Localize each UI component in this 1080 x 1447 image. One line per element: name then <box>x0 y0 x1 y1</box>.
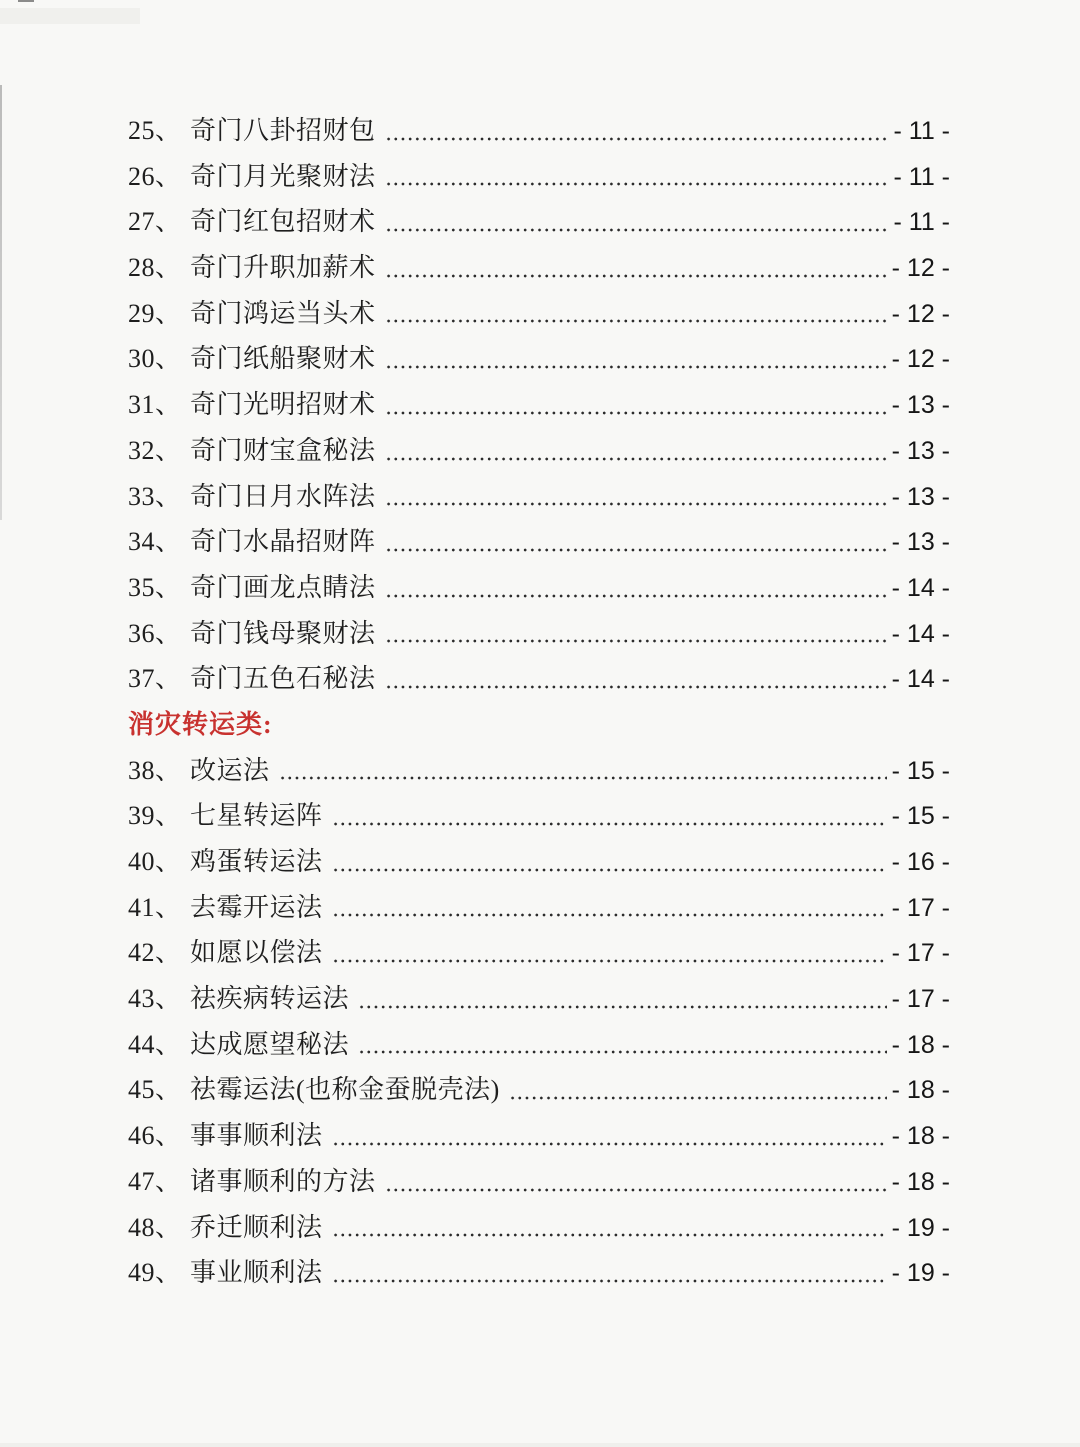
toc-entry-title: 奇门纸船聚财术 <box>190 344 376 374</box>
dot-leader <box>332 867 887 873</box>
toc-entry-number: 29 <box>128 298 155 328</box>
dot-leader <box>385 273 887 279</box>
toc-entry-separator: 、 <box>155 435 182 465</box>
dot-leader <box>332 958 887 964</box>
toc-entry <box>128 1250 950 1296</box>
toc-entry-number: 46 <box>128 1121 155 1151</box>
page-number: - 12 - <box>891 254 950 283</box>
toc-entry-number: 28 <box>128 253 155 283</box>
toc-entry-separator: 、 <box>155 253 182 283</box>
toc-entry <box>128 519 950 565</box>
toc-entry-title: 乔迁顺利法 <box>190 1212 323 1242</box>
toc-entry-title: 奇门红包招财术 <box>190 207 376 237</box>
toc-entry <box>128 199 950 245</box>
toc-entry-separator: 、 <box>155 618 182 648</box>
toc-entry-separator: 、 <box>155 938 182 968</box>
toc-entry <box>128 748 950 794</box>
toc-entry <box>128 1205 950 1251</box>
toc-entry-number: 31 <box>128 390 155 420</box>
toc-entry <box>128 656 950 702</box>
toc-entry <box>128 1159 950 1205</box>
toc-entry <box>128 154 950 200</box>
scan-tick-top <box>18 0 34 2</box>
toc-entry-number: 40 <box>128 847 155 876</box>
page-number: - 18 - <box>891 1030 950 1059</box>
toc-entry-separator: 、 <box>155 1075 182 1105</box>
toc-entry <box>128 1067 950 1113</box>
toc-entry-title: 如愿以偿法 <box>190 938 323 968</box>
dot-leader <box>385 410 887 416</box>
toc-entry-number: 36 <box>128 618 155 648</box>
dot-leader <box>385 227 889 233</box>
scan-smudge-top-left <box>0 8 140 24</box>
page-number: - 11 - <box>893 117 950 145</box>
page-number: - 13 - <box>891 528 950 557</box>
page-number: - 18 - <box>891 1076 950 1105</box>
toc-entry <box>128 245 950 291</box>
toc-entry-number: 44 <box>128 1029 155 1059</box>
page-number: - 18 - <box>891 1122 950 1151</box>
toc-entry <box>128 1022 950 1068</box>
toc-entry <box>128 1113 950 1159</box>
toc-entry-separator: 、 <box>155 1258 182 1288</box>
toc-entry-title: 改运法 <box>190 755 270 785</box>
toc-entry-title: 达成愿望秘法 <box>190 1029 350 1059</box>
toc-entry <box>128 611 950 657</box>
dot-leader <box>385 638 887 644</box>
toc-entry-separator: 、 <box>155 984 182 1014</box>
dot-leader <box>385 547 887 553</box>
page-number: - 12 - <box>891 345 950 374</box>
dot-leader <box>385 1187 887 1193</box>
toc-entry <box>128 108 950 154</box>
toc-entry-number: 38 <box>128 755 155 785</box>
toc-entry-number: 27 <box>128 207 155 237</box>
section-heading: 消灾转运类: <box>128 709 273 739</box>
table-of-contents <box>128 108 950 1296</box>
dot-leader <box>358 1049 887 1055</box>
toc-entry-title: 奇门水晶招财阵 <box>190 527 376 557</box>
toc-entry-separator: 、 <box>155 664 182 694</box>
dot-leader <box>332 1278 887 1284</box>
toc-entry-separator: 、 <box>155 298 182 328</box>
toc-entry <box>128 885 950 931</box>
dot-leader <box>509 1095 887 1101</box>
toc-entry <box>128 930 950 976</box>
toc-entry-number: 42 <box>128 938 155 968</box>
dot-leader <box>332 1141 887 1147</box>
toc-entry-number: 26 <box>128 161 155 191</box>
dot-leader <box>385 456 887 462</box>
toc-entry-title: 奇门升职加薪术 <box>190 253 376 283</box>
page-number: - 11 - <box>893 208 950 237</box>
page-number: - 13 - <box>891 391 950 420</box>
toc-entry <box>128 336 950 382</box>
page-number: - 16 - <box>891 848 950 876</box>
page-number: - 14 - <box>891 619 950 648</box>
page-number: - 13 - <box>891 482 950 511</box>
dot-leader <box>358 1004 887 1010</box>
toc-entry-number: 34 <box>128 527 155 557</box>
page-number: - 17 - <box>891 893 950 922</box>
toc-entry-separator: 、 <box>155 847 182 876</box>
toc-entry-number: 47 <box>128 1166 155 1196</box>
page-number: - 14 - <box>891 573 950 602</box>
toc-entry-separator: 、 <box>155 1212 182 1242</box>
page-number: - 19 - <box>891 1259 950 1288</box>
toc-entry-separator: 、 <box>155 892 182 922</box>
toc-entry-separator: 、 <box>155 1029 182 1059</box>
toc-entry <box>128 976 950 1022</box>
toc-entry-title: 奇门月光聚财法 <box>190 161 376 191</box>
toc-entry <box>128 428 950 474</box>
toc-entry-number: 25 <box>128 116 155 145</box>
page-number: - 15 - <box>891 756 950 785</box>
dot-leader <box>332 912 887 918</box>
toc-entry-title: 奇门财宝盒秘法 <box>190 435 376 465</box>
toc-entry-title: 事业顺利法 <box>190 1258 323 1288</box>
toc-entry-number: 41 <box>128 892 155 922</box>
dot-leader <box>385 364 887 370</box>
toc-entry-separator: 、 <box>155 755 182 785</box>
toc-entry-title: 去霉开运法 <box>190 892 323 922</box>
toc-entry <box>128 839 950 885</box>
page-number: - 17 - <box>891 939 950 968</box>
toc-entry-number: 32 <box>128 435 155 465</box>
toc-entry-title: 鸡蛋转运法 <box>190 847 323 876</box>
page-number: - 11 - <box>893 162 950 191</box>
toc-entry-title: 奇门光明招财术 <box>190 390 376 420</box>
dot-leader <box>279 775 887 781</box>
toc-entry <box>128 474 950 520</box>
toc-entry-title: 祛疾病转运法 <box>190 984 350 1014</box>
toc-entry-separator: 、 <box>155 527 182 557</box>
toc-entry-separator: 、 <box>155 1121 182 1151</box>
toc-entry-number: 37 <box>128 664 155 694</box>
toc-entry-title: 奇门鸿运当头术 <box>190 298 376 328</box>
toc-entry-title: 奇门八卦招财包 <box>190 116 376 145</box>
dot-leader <box>385 593 887 599</box>
toc-entry-separator: 、 <box>155 572 182 602</box>
toc-entry-separator: 、 <box>155 801 182 831</box>
toc-entry-separator: 、 <box>155 207 182 237</box>
scan-strip-bottom <box>0 1443 1080 1447</box>
toc-entry-number: 45 <box>128 1075 155 1105</box>
toc-entry-separator: 、 <box>155 481 182 511</box>
page-number: - 18 - <box>891 1167 950 1196</box>
page-number: - 13 - <box>891 436 950 465</box>
dot-leader <box>385 181 889 187</box>
toc-entry-number: 49 <box>128 1258 155 1288</box>
dot-leader <box>385 136 889 142</box>
toc-entry <box>128 291 950 337</box>
toc-entry-title: 诸事顺利的方法 <box>190 1166 376 1196</box>
toc-entry-title: 事事顺利法 <box>190 1121 323 1151</box>
toc-entry-number: 30 <box>128 344 155 374</box>
dot-leader <box>385 318 887 324</box>
page-number: - 19 - <box>891 1213 950 1242</box>
toc-entry-separator: 、 <box>155 116 182 145</box>
toc-entry-number: 48 <box>128 1212 155 1242</box>
toc-entry-separator: 、 <box>155 344 182 374</box>
toc-entry-number: 43 <box>128 984 155 1014</box>
dot-leader <box>385 501 887 507</box>
page-number: - 15 - <box>891 802 950 831</box>
toc-entry-title: 奇门钱母聚财法 <box>190 618 376 648</box>
scan-line-left-edge <box>0 85 2 520</box>
toc-entry-title: 七星转运阵 <box>190 801 323 831</box>
toc-entry-number: 35 <box>128 572 155 602</box>
toc-entry-title: 祛霉运法(也称金蚕脱壳法) <box>190 1075 500 1105</box>
toc-entry-number: 33 <box>128 481 155 511</box>
dot-leader <box>332 821 887 827</box>
toc-entry <box>128 565 950 611</box>
toc-entry-separator: 、 <box>155 390 182 420</box>
toc-entry-separator: 、 <box>155 161 182 191</box>
page-number: - 17 - <box>891 985 950 1014</box>
toc-entry-separator: 、 <box>155 1166 182 1196</box>
toc-entry-number: 39 <box>128 801 155 831</box>
dot-leader <box>385 684 887 690</box>
toc-entry <box>128 382 950 428</box>
toc-entry <box>128 793 950 839</box>
toc-entry-title: 奇门日月水阵法 <box>190 481 376 511</box>
page-number: - 14 - <box>891 665 950 694</box>
page-number: - 12 - <box>891 299 950 328</box>
dot-leader <box>332 1232 887 1238</box>
toc-entry-title: 奇门五色石秘法 <box>190 664 376 694</box>
toc-entry-title: 奇门画龙点睛法 <box>190 572 376 602</box>
